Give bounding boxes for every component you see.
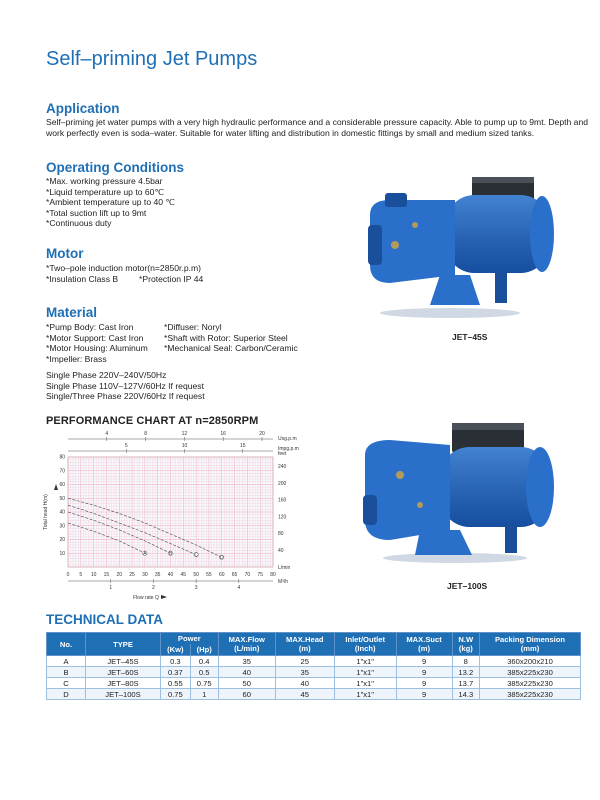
col-inlet-outlet [334,633,396,656]
x-axis-label: Flow rate Q [133,595,159,601]
cell: JET–45S [86,656,161,667]
cell: 0.75 [161,689,191,700]
m3h-tick-label: 1 [109,585,113,591]
x-tick-label: 50 [193,572,199,578]
right-tick-label: 80 [278,531,284,538]
x-tick-label: 20 [116,572,123,578]
pump-caption-jet-45s: JET–45S [452,332,488,342]
material-item: *Mechanical Seal: Carbon/Ceramic [164,343,298,354]
cell: B [47,667,86,678]
col-max-suct-unit: (m) [418,644,430,653]
material-right-column [164,322,298,364]
col-max-suct-label: MAX.Suct [406,635,442,644]
cell: 0.55 [161,678,191,689]
cell: 0.4 [190,656,218,667]
operating-item: *Continuous duty [46,218,112,229]
motor-insulation: *Insulation Class B [46,273,119,284]
application-line: work perfectly even is soda–water. Suitable for water lifting and distribution in domestic fittings by small and medium sized tanks. [46,127,535,138]
cell: 0.37 [161,667,191,678]
right-tick-label: 160 [278,497,287,504]
cell: 0.3 [161,656,191,667]
cell: 360x200x210 [480,656,581,667]
motor-line: *Two–pole induction motor(n=2850r.p.m) [46,263,202,273]
cell: 0.5 [190,667,218,678]
cell: 9 [396,667,452,678]
cell: 385x225x230 [480,667,581,678]
m3h-tick-label: 2 [152,585,155,591]
material-item: *Impeller: Brass [46,353,107,364]
col-max-head [275,633,334,656]
cell: 35 [275,667,334,678]
col-type: TYPE [86,633,161,656]
material-item: *Motor Support: Cast Iron [46,332,144,343]
x-tick-label: 75 [257,572,263,578]
m3h-tick-label: 4 [237,585,241,591]
series-label: A [143,550,147,557]
cell: 1 [190,689,218,700]
operating-heading: Operating Conditions [46,160,184,175]
table-header-row [47,633,581,645]
top-axis1-tick-label: 20 [259,431,265,437]
pump-image-jet-45s [360,165,560,320]
application-heading: Application [46,101,120,116]
col-inlet-label: Inlet/Outlet [345,635,385,644]
operating-list [46,176,175,229]
cell: 1"x1" [334,667,396,678]
cell: JET–80S [86,678,161,689]
cell: 1"x1" [334,678,396,689]
y-tick-label: 60 [59,482,65,489]
x-tick-label: 60 [218,572,225,578]
cell: 14.3 [452,689,479,700]
cell: 45 [275,689,334,700]
cell: 8 [452,656,479,667]
cell: 50 [218,678,275,689]
x-tick-label: 10 [90,572,97,578]
motor-line-2 [46,274,203,285]
page-title: Self–priming Jet Pumps [46,48,258,70]
col-power-kw: (Kw) [161,644,191,656]
col-power-hp: (Hp) [190,644,218,656]
col-max-suct [396,633,452,656]
cell: 13.7 [452,678,479,689]
cell: JET–100S [86,689,161,700]
pump-image-jet-100s [360,415,560,565]
y-tick-label: 20 [59,537,65,544]
cell: 9 [396,678,452,689]
y-tick-label: 50 [59,495,65,502]
col-power: Power [161,633,219,645]
cell: 9 [396,689,452,700]
x-tick-label: 25 [129,572,135,578]
x-tick-label: 0 [66,572,70,578]
cell: A [47,656,86,667]
motor-heading: Motor [46,246,84,261]
operating-item: *Ambient temperature up to 40 ℃ [46,197,176,208]
right-tick-label: 40 [278,547,284,554]
col-nw [452,633,479,656]
x-tick-label: 30 [142,572,148,578]
x-tick-label: 65 [231,572,238,578]
cell: 1"x1" [334,656,396,667]
chart-title: PERFORMANCE CHART AT n=2850RPM [46,415,259,427]
top-axis1-tick-label: 8 [144,431,147,437]
application-text [46,117,588,138]
technical-data-title: TECHNICAL DATA [46,612,163,627]
cell: 9 [396,656,452,667]
cell: 40 [275,678,334,689]
top-axis2-tick-label: 15 [239,443,246,449]
phase-item: Single/Three Phase 220V/60Hz If request [46,391,205,402]
x-axis-arrow-icon [161,595,167,599]
motor-protection: *Protection IP 44 [139,273,204,284]
phase-item: Single Phase 220V–240V/50Hz [46,370,167,380]
cell: 1"x1" [334,689,396,700]
series-label: D [219,555,224,562]
right-tick-label: 240 [278,464,287,471]
material-item: *Shaft with Rotor: Superior Steel [164,332,288,343]
right-tick-label: 200 [278,480,287,487]
y-axis-arrow-icon [54,484,58,490]
cell: C [47,678,86,689]
table-row [47,678,581,689]
m3h-tick-label: 3 [194,585,198,591]
x-tick-label: 5 [79,572,83,578]
cell: 25 [275,656,334,667]
col-max-head-unit: (m) [298,644,311,653]
lmin-label: L/min [278,565,291,571]
top-axis1-tick-label: 12 [181,431,188,437]
application-line: Self–priming jet water pumps with a very high hydraulic performance and a considerable pressure capacity. Able to pump up to 9mt. Depth and [46,117,589,127]
top-axis2-tick-label: 5 [124,443,128,449]
cell: 13.2 [452,667,479,678]
col-max-flow-unit: (L/min) [234,644,260,653]
cell: 35 [218,656,275,667]
m3h-label: M³/h [278,579,288,585]
col-max-flow [218,633,275,656]
x-tick-label: 40 [167,572,174,578]
table-row [47,656,581,667]
top-axis2-label: Impg.p.m [278,446,299,452]
cell: 0.75 [190,678,218,689]
material-left-column [46,322,164,364]
operating-item: *Max. working pressure 4.5bar [46,176,163,186]
series-label: C [194,552,198,559]
pump-caption-jet-100s: JET–100S [447,581,488,591]
col-max-head-label: MAX.Head [286,635,324,644]
phase-list [46,370,205,402]
y-tick-label: 40 [59,509,65,516]
series-label: B [168,550,173,557]
motor-text [46,263,203,284]
y-tick-label: 10 [59,550,65,557]
y-tick-label: 80 [59,454,65,461]
x-tick-label: 55 [206,572,212,578]
material-heading: Material [46,305,98,320]
col-packing-unit: (mm) [520,644,540,653]
table-row [47,689,581,700]
material-item: *Pump Body: Cast Iron [46,322,134,332]
technical-data-table [46,632,581,700]
cell: JET–60S [86,667,161,678]
col-inlet-unit: (Inch) [354,644,376,653]
col-packing [480,633,581,656]
cell: 385x225x230 [480,678,581,689]
material-item: *Motor Housing: Aluminum [46,343,148,354]
table-row [47,667,581,678]
col-max-flow-label: MAX.Flow [228,635,265,644]
col-nw-label: N.W [458,635,474,644]
top-axis2-tick-label: 10 [181,443,188,449]
cell: 40 [218,667,275,678]
cell: 385x225x230 [480,689,581,700]
cell: 60 [218,689,275,700]
top-axis1-tick-label: 16 [220,431,226,437]
right-tick-label: 120 [278,514,287,521]
top-axis1-label: Usg.p.m [278,436,297,442]
col-no: No. [47,633,86,656]
y-tick-label: 70 [59,468,65,475]
cell: D [47,689,86,700]
col-nw-unit: (kg) [458,644,473,653]
x-tick-label: 15 [103,572,110,578]
x-tick-label: 45 [180,572,187,578]
y-axis-label: Total head H(m) [43,494,49,530]
x-tick-label: 70 [244,572,251,578]
top-axis1-tick-label: 4 [105,431,109,437]
material-item: *Diffuser: Noryl [164,322,222,332]
right-unit-label: feet [278,451,287,457]
x-tick-label: 35 [154,572,161,578]
performance-chart [40,430,330,610]
y-tick-label: 30 [59,523,65,530]
operating-item: *Liquid temperature up to 60℃ [46,186,165,197]
x-tick-label: 80 [270,572,276,578]
operating-item: *Total suction lift up to 9mt [46,207,147,218]
phase-item: Single Phase 110V–127V/60Hz If request [46,380,204,391]
material-list [46,322,298,364]
col-packing-label: Packing Dimension [494,635,566,644]
